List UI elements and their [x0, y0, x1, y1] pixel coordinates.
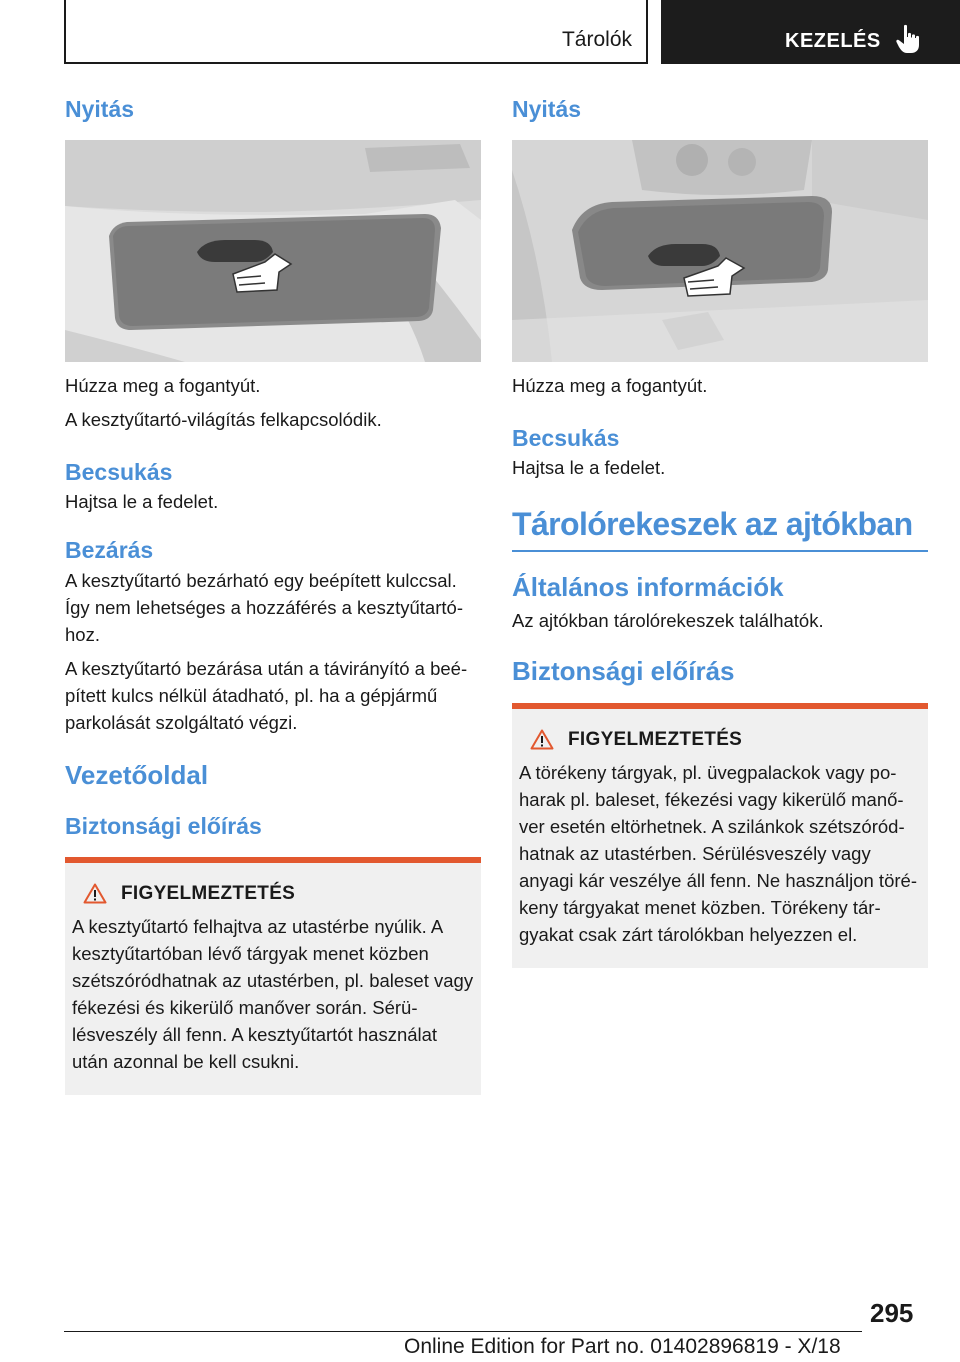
heading-closing: Becsukás [65, 458, 173, 485]
heading-locking: Bezárás [65, 537, 154, 564]
text-pull-handle-driver: Húzza meg a fogantyút. [512, 374, 708, 396]
warning-triangle-icon [530, 729, 554, 750]
footer-edition: Online Edition for Part no. 01402896819 - X/18 [404, 1335, 841, 1358]
header-chapter-box [661, 0, 960, 64]
page-number: 295 [870, 1298, 914, 1328]
warning-box-left [65, 857, 481, 1095]
heading-safety-note-doors: Biztonsági előírás [512, 655, 735, 686]
heading-opening: Nyitás [65, 96, 135, 122]
header-section-box [64, 0, 648, 64]
footer-divider [64, 1331, 862, 1332]
warning-box-right [512, 703, 928, 968]
glovebox-photo-passenger [65, 140, 481, 362]
text-pull-handle: Húzza meg a fogantyút. [65, 374, 261, 396]
heading-door-compartments: Tárolórekeszek az ajtókban [512, 506, 913, 543]
text-fold-down: Hajtsa le a fedelet. [65, 491, 219, 513]
heading-underline [512, 550, 928, 552]
header-chapter-title: KEZELÉS [785, 30, 881, 52]
warning-title: FIGYELMEZTETÉS [121, 882, 296, 904]
warning-text: A kesztyűtartó felhajtva az utastérbe nyúlik. A kesztyűtartóban lévő tárgyak menet közben szétszóródhatnak az utastérben, pl. baleset vagy fékezési és kikerülő manőver során. Sérülésveszély áll fenn. A kesztyűtartót használat után azonnal be kell csukni. [72, 915, 474, 1072]
text-general-info: Az ajtókban tárolórekeszek találhatók. [512, 609, 824, 631]
text-locking-1: A kesztyűtartó bezárható egy beépített kulccsal. Így nem lehetséges a hozzáférés a kesztyűtartóhoz. [65, 569, 463, 645]
text-fold-down-driver: Hajtsa le a fedelet. [512, 457, 666, 479]
heading-general-info: Általános információk [512, 571, 784, 602]
heading-driver-side: Vezetőoldal [65, 759, 209, 790]
warning-title: FIGYELMEZTETÉS [568, 728, 743, 750]
header-section-title: Tárolók [561, 28, 632, 51]
text-locking-2: A kesztyűtartó bezárása után a távirányító a beépített kulcs nélkül átadható, pl. ha a gépjármű parkolását szolgáltató végzi. [65, 657, 468, 733]
left-column [65, 96, 481, 1095]
hand-pointer-icon [895, 24, 921, 54]
glovebox-photo-driver [512, 140, 928, 362]
heading-closing-driver: Becsukás [512, 424, 620, 451]
right-column [512, 96, 928, 968]
heading-safety-note: Biztonsági előírás [65, 812, 262, 839]
warning-text: A törékeny tárgyak, pl. üvegpalackok vagy poharak pl. baleset, fékezési vagy kikerülő manőver esetén eltörhetnek. A szilánkok szétszóródhatnak az utastérben. Sérülésveszély vagy anyagi kár veszélye áll fenn. Ne használjon törékeny tárgyakat menet közben. Törékeny tárgyakat csak zárt tárolókban helyezzen el. [519, 761, 917, 945]
text-light-on: A kesztyűtartó-világítás felkapcsolódik. [65, 408, 382, 430]
heading-opening-driver: Nyitás [512, 96, 582, 122]
warning-triangle-icon [83, 883, 107, 904]
